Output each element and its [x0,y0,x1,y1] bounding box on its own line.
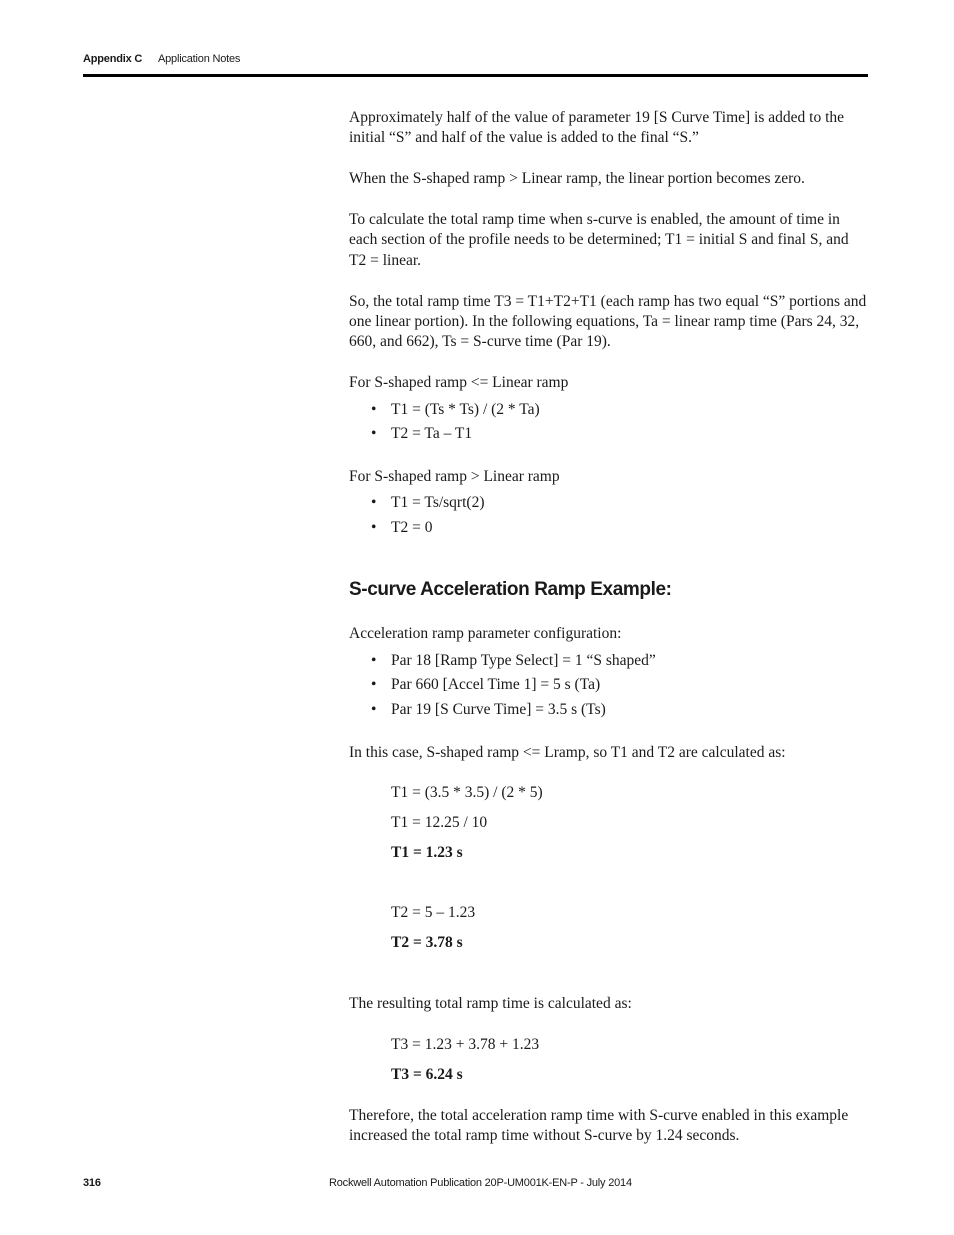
bullet-icon: • [371,400,377,418]
paragraph-calc-total: To calculate the total ramp time when s-curve is enabled, the amount of time in each section of the profile needs to be determined; T1 = initial S and final S, and T2 = linear. [349,211,849,269]
list-item: • Par 660 [Accel Time 1] = 5 s (Ta) [349,673,869,698]
config-list [349,649,869,723]
header-appendix-label: Appendix C [83,53,143,65]
case2-list [349,491,869,540]
bullet-icon: • [371,494,377,512]
t2-step: T2 = 5 – 1.23 [391,904,476,922]
paragraph-total-ramp: So, the total ramp time T3 = T1+T2+T1 (each ramp has two equal “S” portions and one linear portion). In the following equations, Ta = linear ramp time (Pars 24, 32, 660, and 662), Ts = S-curve time (Par 19). [349,292,867,351]
publication-info: Rockwell Automation Publication 20P-UM001K-EN-P - July 2014 [329,1177,632,1189]
t3-result: T3 = 6.24 s [391,1065,463,1083]
section-heading: S-curve Acceleration Ramp Example: [349,579,672,601]
bullet-icon: • [371,651,377,669]
list-item: • T1 = Ts/sqrt(2) [349,491,869,516]
page-body [349,108,869,1146]
t1-result: T1 = 1.23 s [391,844,463,862]
config-intro: Acceleration ramp parameter configuration: [349,625,622,643]
list-item: • Par 19 [S Curve Time] = 3.5 s (Ts) [349,698,869,723]
t1-calculation [349,778,869,958]
paragraph-s-curve-half: Approximately half of the value of parameter 19 [S Curve Time] is added to the initial “S” and half of the value is added to the final “S.” [349,109,845,147]
page-header [83,53,868,77]
bullet-icon: • [371,518,377,536]
case-text: In this case, S-shaped ramp <= Lramp, so T1 and T2 are calculated as: [349,743,786,761]
list-item: • T2 = 0 [349,516,869,541]
t3-calculation [349,1030,869,1090]
t1-step: T1 = (3.5 * 3.5) / (2 * 5) [391,784,543,802]
list-item: • T2 = Ta – T1 [349,422,869,447]
page-number: 316 [83,1177,101,1189]
bullet-icon: • [371,425,377,443]
case2-intro: For S-shaped ramp > Linear ramp [349,468,560,486]
t1-step: T1 = 12.25 / 10 [391,814,488,832]
list-item: • T1 = (Ts * Ts) / (2 * Ta) [349,398,869,423]
conclusion: Therefore, the total acceleration ramp time with S-curve enabled in this example increased the total ramp time without S-curve by 1.24 seconds. [349,1106,849,1144]
t2-result: T2 = 3.78 s [391,934,463,952]
t3-step: T3 = 1.23 + 3.78 + 1.23 [391,1035,540,1053]
list-item: • Par 18 [Ramp Type Select] = 1 “S shaped” [349,649,869,674]
case1-list [349,398,869,447]
paragraph-linear-zero: When the S-shaped ramp > Linear ramp, the linear portion becomes zero. [349,170,805,188]
header-rule [83,74,868,77]
header-section-label: Application Notes [158,53,241,65]
page-footer [83,1177,868,1193]
case1-intro: For S-shaped ramp <= Linear ramp [349,374,569,392]
bullet-icon: • [371,676,377,694]
bullet-icon: • [371,700,377,718]
total-intro: The resulting total ramp time is calculated as: [349,995,632,1013]
